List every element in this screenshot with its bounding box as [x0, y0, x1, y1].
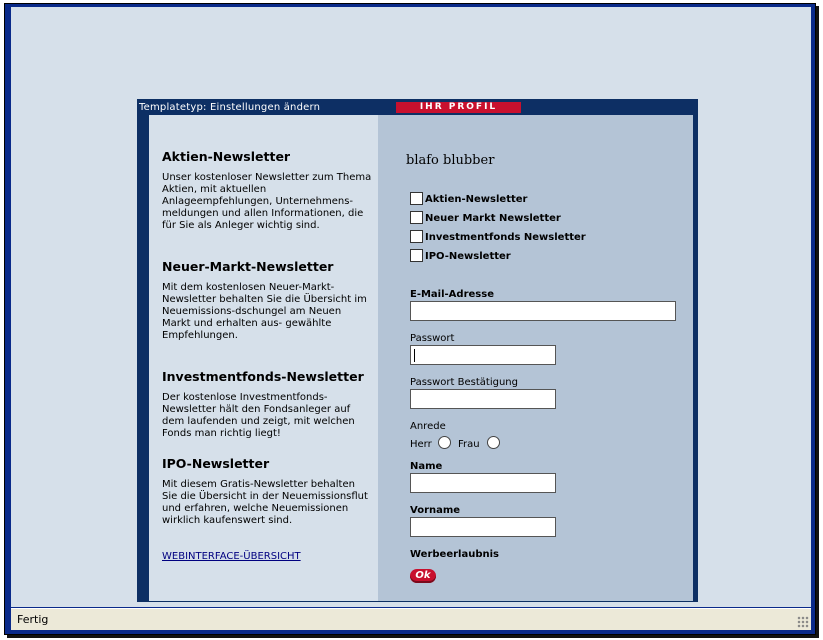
checkbox-label-neuer-markt: Neuer Markt Newsletter: [425, 213, 561, 224]
name-label: Name: [410, 461, 443, 472]
page-viewport: [11, 7, 811, 607]
checkbox-investmentfonds[interactable]: [410, 230, 423, 243]
section-text-ipo: Mit diesem Gratis-Newsletter behalten Sie die Übersicht in der Neuemissionsflut und erfahren, welche Neuemissionen wirklich kaufenswert sind.: [162, 479, 368, 526]
password-confirm-field[interactable]: [410, 389, 556, 409]
anrede-herr-label: Herr: [410, 439, 432, 450]
vorname-label: Vorname: [410, 505, 461, 516]
anrede-label: Anrede: [410, 421, 446, 432]
password-label: Passwort: [410, 333, 455, 344]
checkbox-neuer-markt[interactable]: [410, 211, 423, 224]
template-type-label: Templatetyp: Einstellungen ändern: [139, 102, 321, 113]
profile-banner: IHR PROFIL: [396, 102, 521, 113]
anrede-frau-radio[interactable]: [487, 436, 500, 449]
section-title-aktien: Aktien-Newsletter: [162, 149, 291, 164]
profile-frame: [137, 99, 698, 602]
checkbox-aktien[interactable]: [410, 192, 423, 205]
checkbox-label-aktien: Aktien-Newsletter: [425, 194, 528, 205]
status-text: Fertig: [17, 613, 49, 626]
checkbox-ipo[interactable]: [410, 249, 423, 262]
top-bar: [137, 99, 698, 115]
anrede-herr-radio[interactable]: [438, 436, 451, 449]
status-bar: [11, 608, 811, 630]
newsletter-descriptions: [149, 115, 378, 601]
email-field[interactable]: [410, 301, 676, 321]
section-title-investmentfonds: Investmentfonds-Newsletter: [162, 369, 364, 384]
email-label: E-Mail-Adresse: [410, 289, 494, 300]
password-field[interactable]: [410, 345, 556, 365]
checkbox-label-investmentfonds: Investmentfonds Newsletter: [425, 232, 586, 243]
webinterface-overview-link[interactable]: WEBINTERFACE-ÜBERSICHT: [162, 551, 301, 562]
tagline: blafo blubber: [406, 153, 495, 168]
section-title-ipo: IPO-Newsletter: [162, 456, 270, 471]
section-text-aktien: Unser kostenloser Newsletter zum Thema Aktien, mit aktuellen Anlageempfehlungen, Unternehmens- meldungen und allen Informationen, die für Sie als Anleger wichtig sind.: [162, 172, 372, 231]
vorname-field[interactable]: [410, 517, 556, 537]
resize-grip-icon[interactable]: [797, 616, 809, 628]
browser-window: [4, 3, 816, 635]
anrede-frau-label: Frau: [458, 439, 480, 450]
section-text-neuer-markt: Mit dem kostenlosen Neuer-Markt-Newsletter behalten Sie die Übersicht im Neuemissions-dschungel am Neuen Markt und erhalten aus- gewählte Empfehlungen.: [162, 282, 367, 341]
password-confirm-label: Passwort Bestätigung: [410, 377, 518, 388]
ok-button[interactable]: Ok: [410, 569, 436, 583]
profile-form: [378, 115, 693, 601]
section-title-neuer-markt: Neuer-Markt-Newsletter: [162, 259, 334, 274]
name-field[interactable]: [410, 473, 556, 493]
werbeerlaubnis-label: Werbeerlaubnis: [410, 549, 499, 560]
checkbox-label-ipo: IPO-Newsletter: [425, 251, 511, 262]
section-text-investmentfonds: Der kostenlose Investmentfonds-Newsletter hält den Fondsanleger auf dem laufenden und zeigt, mit welchen Fonds man richtig liegt!: [162, 392, 355, 439]
text-cursor: [414, 349, 415, 362]
